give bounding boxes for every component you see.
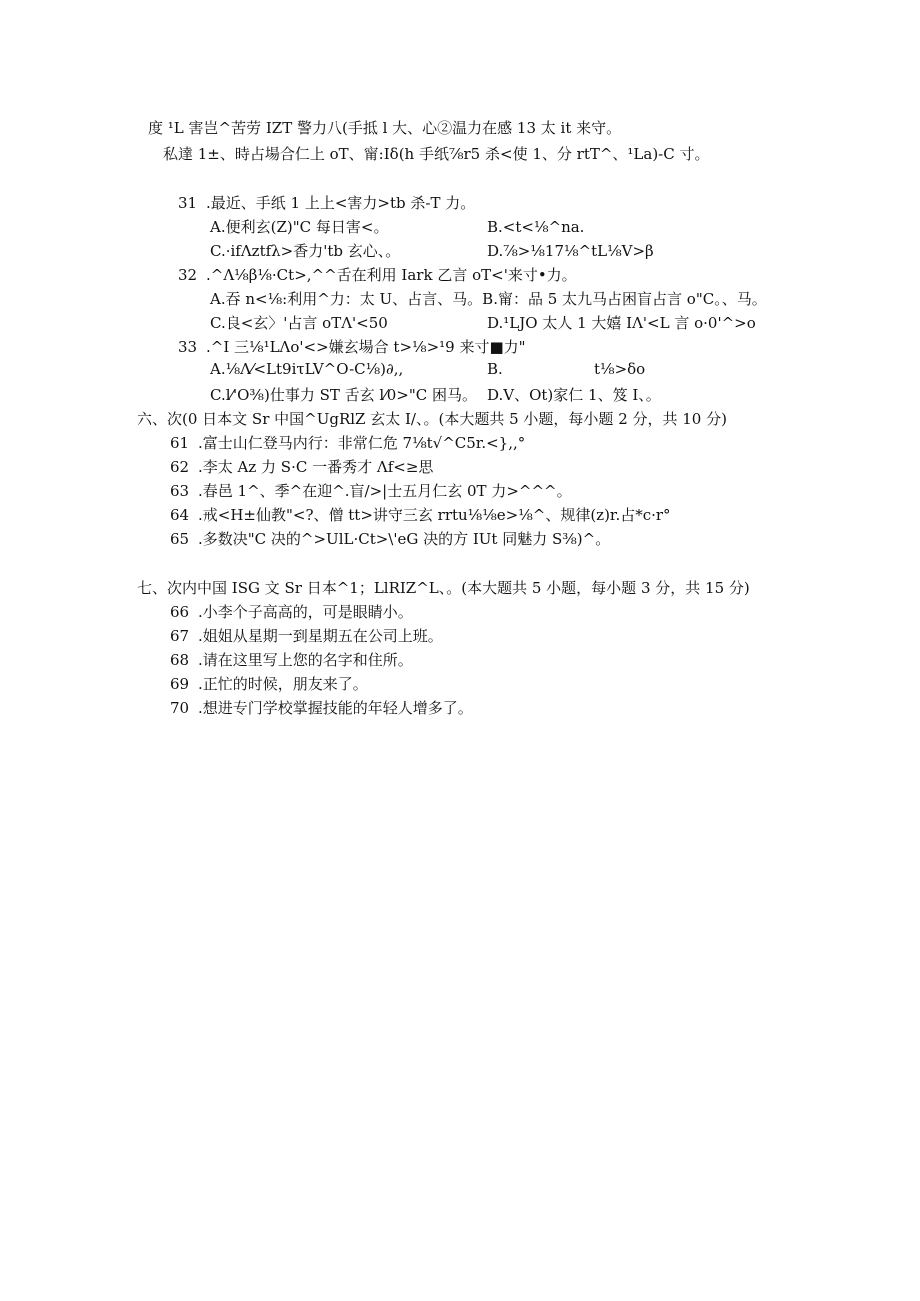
section-6-heading: 六、次(0 日本文 Sr 中国^UgRlZ 玄太 I/、。(本大题共 5 小题，每小题 2 分，共 10 分) <box>137 410 727 428</box>
question-number: 32 <box>178 266 198 284</box>
q33-option-b-tail: t⅛>δo <box>594 360 646 378</box>
item-text: .姐姐从星期一到星期五在公司上班。 <box>198 627 443 645</box>
item-number: 66 <box>170 603 190 621</box>
q31-option-b: B.<t<⅛^na. <box>487 218 585 236</box>
item-text: .想进专门学校掌握技能的年轻人增多了。 <box>198 699 473 717</box>
question-stem: .^I 三⅛¹LΛo'<>嫌玄場合 t>⅛>¹9 来寸■力" <box>206 338 526 356</box>
q33-option-c: C.l⁄'O⅜)仕事力 ST 舌玄 l⁄0>"C 困马。 <box>210 386 477 404</box>
list-item <box>170 503 671 527</box>
question-number: 31 <box>178 194 198 212</box>
list-item <box>170 479 572 503</box>
list-item <box>170 648 413 672</box>
section-7-heading: 七、次内中国 ISG 文 Sr 日本^1；LlRIZ^L、。(本大题共 5 小题，每小题 3 分，共 15 分) <box>137 579 750 597</box>
intro-line-1: 度 ¹L 害岂^苦劳 IZT 警力八(手抵 l 大、心②温力在感 13 太 it 来守。 <box>148 119 622 137</box>
item-text: .李太 Az 力 S·C 一番秀才 Λf<≥思 <box>198 458 434 476</box>
q33-option-b: B. <box>487 360 503 378</box>
item-text: .富士山仁登马内行：非常仁危 7⅛t√^C5r.<},,° <box>198 434 526 452</box>
item-number: 68 <box>170 651 190 669</box>
item-text: .戒<H±仙教"<?、僧 tt>讲守三玄 rrtu⅛⅛e>⅛^、规律(z)r.占*c·r° <box>198 506 671 524</box>
list-item <box>170 600 413 624</box>
list-item <box>170 527 610 551</box>
question-31 <box>178 191 475 215</box>
item-number: 63 <box>170 482 190 500</box>
list-item <box>170 431 525 455</box>
q31-option-a: A.便利玄(Z)"C 每日害<。 <box>210 218 389 236</box>
list-item <box>170 672 368 696</box>
question-stem: .最近、手纸 1 上上<害力>tb 杀-T 力。 <box>206 194 476 212</box>
list-item <box>170 455 433 479</box>
item-text: .正忙的时候，朋友来了。 <box>198 675 368 693</box>
q33-option-d: D.V、Ot)家仁 1、笈 I、。 <box>487 386 661 404</box>
item-text: .请在这里写上您的名字和住所。 <box>198 651 413 669</box>
item-text: .多数决"C 决的^>UlL·Ct>\'eG 决的方 IUt 同魅力 S⅜)^。 <box>198 530 611 548</box>
item-number: 69 <box>170 675 190 693</box>
question-number: 33 <box>178 338 198 356</box>
list-item <box>170 624 443 648</box>
item-number: 70 <box>170 699 190 717</box>
question-32 <box>178 263 577 287</box>
question-stem: .^Λ⅛β⅛·Ct>,^^舌在利用 Iark 乙言 oT<'来寸•力。 <box>206 266 577 284</box>
list-item <box>170 696 473 720</box>
item-number: 62 <box>170 458 190 476</box>
q33-option-a: A.⅛Λ⁄<Lt9iτLV^O-C⅛)∂,, <box>210 360 404 378</box>
item-number: 67 <box>170 627 190 645</box>
item-number: 64 <box>170 506 190 524</box>
item-number: 61 <box>170 434 190 452</box>
q32-option-d: D.¹LJO 太人 1 大嬉 IΛ'<L 言 o·0'^>o <box>487 314 756 332</box>
question-33 <box>178 335 526 359</box>
q32-options-a-b: A.吞 n<⅛:利用^力：太 U、占言、马。B.甯：品 5 太九马占困盲占言 o"C。、马。 <box>210 290 767 308</box>
q32-option-c: C.良<玄〉'占言 oTΛ'<50 <box>210 314 388 332</box>
item-text: .小李个子高高的，可是眼睛小。 <box>198 603 413 621</box>
item-text: .春邑 1^、季^在迎^.盲/>|士五月仁玄 0T 力>^^^。 <box>198 482 572 500</box>
q31-option-c: C.·ifΛztfλ>香力'tb 玄心、。 <box>210 242 401 260</box>
intro-line-2: 私達 1±、時占場合仁上 oT、甯:Iδ(h 手纸⅞r5 杀<使 1、分 rtT^、¹La)-C 寸。 <box>163 145 710 163</box>
item-number: 65 <box>170 530 190 548</box>
q31-option-d: D.⅞>⅛17⅛^tL⅛V>β <box>487 242 654 260</box>
